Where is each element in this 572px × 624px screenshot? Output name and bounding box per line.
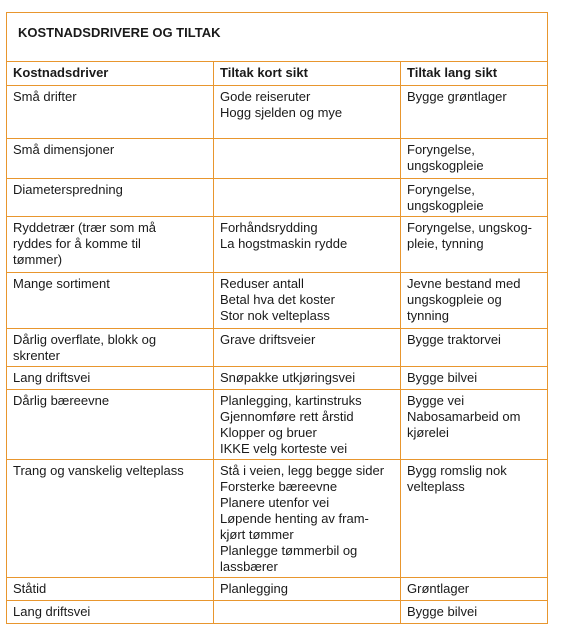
cell-short-term-action bbox=[214, 329, 401, 367]
cell-text-line: Dårlig overflate, blokk og bbox=[13, 332, 157, 347]
cell-long-term-action bbox=[401, 329, 548, 367]
cell-short-term-action bbox=[214, 367, 401, 390]
cell-cost-driver bbox=[7, 390, 214, 460]
cell-text-line: Lang driftsvei bbox=[13, 604, 91, 619]
cell-long-term-action bbox=[401, 139, 548, 179]
cell-long-term-action bbox=[401, 578, 548, 601]
cell-cost-driver bbox=[7, 578, 214, 601]
cell-cost-driver bbox=[7, 139, 214, 179]
cell-text-line: ryddes for å komme til bbox=[13, 236, 141, 251]
cell-text-line: Forhåndsrydding bbox=[220, 220, 318, 235]
cell-cost-driver bbox=[7, 179, 214, 217]
cell-text-line: Nabosamarbeid om bbox=[407, 409, 521, 424]
cell-text-line: lassbærer bbox=[220, 559, 278, 574]
cell-text-line: ungskogpleie og bbox=[407, 292, 502, 307]
cell-text-line: Løpende henting av fram- bbox=[220, 511, 369, 526]
cost-table-frame bbox=[6, 12, 547, 624]
table-row bbox=[7, 390, 548, 460]
cell-text-line: Planlegge tømmerbil og bbox=[220, 543, 358, 558]
cell-text-line: Planere utenfor vei bbox=[220, 495, 330, 510]
cell-long-term-action bbox=[401, 460, 548, 578]
cell-long-term-action bbox=[401, 390, 548, 460]
table-row bbox=[7, 217, 548, 273]
cell-text-line: Ståtid bbox=[13, 581, 47, 596]
column-header-short-term: Tiltak kort sikt bbox=[214, 62, 401, 86]
cell-text-line: ungskogpleie bbox=[407, 158, 484, 173]
cell-text-line: Foryngelse, bbox=[407, 142, 475, 157]
cell-text-line: Bygge traktorvei bbox=[407, 332, 501, 347]
cell-text-line: Lang driftsvei bbox=[13, 370, 91, 385]
cell-text-line: Trang og vanskelig velteplass bbox=[13, 463, 184, 478]
cell-long-term-action bbox=[401, 367, 548, 390]
cell-text-line: Ryddetrær (trær som må bbox=[13, 220, 157, 235]
cell-text-line: Stå i veien, legg begge sider bbox=[220, 463, 385, 478]
cost-drivers-table bbox=[6, 12, 548, 624]
cell-cost-driver bbox=[7, 217, 214, 273]
cell-text-line: velteplass bbox=[407, 479, 465, 494]
cell-long-term-action bbox=[401, 86, 548, 139]
cell-text-line: tømmer) bbox=[13, 252, 63, 267]
cell-text-line: Klopper og bruer bbox=[220, 425, 317, 440]
cell-text-line: Bygge bilvei bbox=[407, 604, 478, 619]
table-row bbox=[7, 601, 548, 624]
cell-text-line: skrenter bbox=[13, 348, 60, 363]
cell-text-line: ungskogpleie bbox=[407, 198, 484, 213]
column-header-driver: Kostnadsdriver bbox=[7, 62, 214, 86]
cell-cost-driver bbox=[7, 601, 214, 624]
cell-text-line: Snøpakke utkjøringsvei bbox=[220, 370, 356, 385]
table-row bbox=[7, 367, 548, 390]
cell-short-term-action bbox=[214, 601, 401, 624]
cell-short-term-action bbox=[214, 86, 401, 139]
cell-long-term-action bbox=[401, 217, 548, 273]
cell-short-term-action bbox=[214, 139, 401, 179]
cell-long-term-action bbox=[401, 601, 548, 624]
cell-text-line: tynning bbox=[407, 308, 449, 323]
cell-text-line: Grave driftsveier bbox=[220, 332, 316, 347]
cell-text-line: Planlegging bbox=[220, 581, 288, 596]
cell-text-line: Grøntlager bbox=[407, 581, 470, 596]
cell-text-line: Små dimensjoner bbox=[13, 142, 115, 157]
cell-long-term-action bbox=[401, 179, 548, 217]
cell-text-line: Bygge vei bbox=[407, 393, 465, 408]
cell-text-line: Diameterspredning bbox=[13, 182, 123, 197]
cell-cost-driver bbox=[7, 329, 214, 367]
cell-text-line: kjørelei bbox=[407, 425, 449, 440]
table-row bbox=[7, 139, 548, 179]
table-row bbox=[7, 273, 548, 329]
cell-text-line: Foryngelse, ungskog- bbox=[407, 220, 533, 235]
cell-short-term-action bbox=[214, 179, 401, 217]
cell-cost-driver bbox=[7, 460, 214, 578]
cell-short-term-action bbox=[214, 578, 401, 601]
cell-text-line: Bygg romslig nok bbox=[407, 463, 507, 478]
cell-text-line: Mange sortiment bbox=[13, 276, 110, 291]
cell-text-line: La hogstmaskin rydde bbox=[220, 236, 348, 251]
cell-text-line: Reduser antall bbox=[220, 276, 304, 291]
cell-text-line: Gjennomføre rett årstid bbox=[220, 409, 354, 424]
cell-cost-driver bbox=[7, 86, 214, 139]
cell-text-line: kjørt tømmer bbox=[220, 527, 294, 542]
cell-short-term-action bbox=[214, 460, 401, 578]
column-header-long-term: Tiltak lang sikt bbox=[401, 62, 548, 86]
cell-cost-driver bbox=[7, 367, 214, 390]
cell-text-line: Forsterke bæreevne bbox=[220, 479, 338, 494]
table-row bbox=[7, 179, 548, 217]
cell-text-line: pleie, tynning bbox=[407, 236, 484, 251]
cell-text-line: Stor nok velteplass bbox=[220, 308, 330, 323]
table-row bbox=[7, 329, 548, 367]
table-row bbox=[7, 460, 548, 578]
cell-text-line: Bygge grøntlager bbox=[407, 89, 507, 104]
cell-cost-driver bbox=[7, 273, 214, 329]
cell-text-line: Planlegging, kartinstruks bbox=[220, 393, 362, 408]
cell-text-line: Jevne bestand med bbox=[407, 276, 521, 291]
cell-short-term-action bbox=[214, 273, 401, 329]
cell-text-line: Hogg sjelden og mye bbox=[220, 105, 343, 120]
cell-text-line: Bygge bilvei bbox=[407, 370, 478, 385]
cell-text-line: Betal hva det koster bbox=[220, 292, 335, 307]
table-title: KOSTNADSDRIVERE OG TILTAK bbox=[7, 13, 548, 62]
cell-text-line: IKKE velg korteste vei bbox=[220, 441, 348, 456]
table-row bbox=[7, 578, 548, 601]
cell-short-term-action bbox=[214, 390, 401, 460]
cell-text-line: Dårlig bæreevne bbox=[13, 393, 110, 408]
cell-long-term-action bbox=[401, 273, 548, 329]
cell-text-line: Gode reiseruter bbox=[220, 89, 311, 104]
cell-text-line: Små drifter bbox=[13, 89, 77, 104]
table-row bbox=[7, 86, 548, 139]
cell-text-line: Foryngelse, bbox=[407, 182, 475, 197]
cell-short-term-action bbox=[214, 217, 401, 273]
